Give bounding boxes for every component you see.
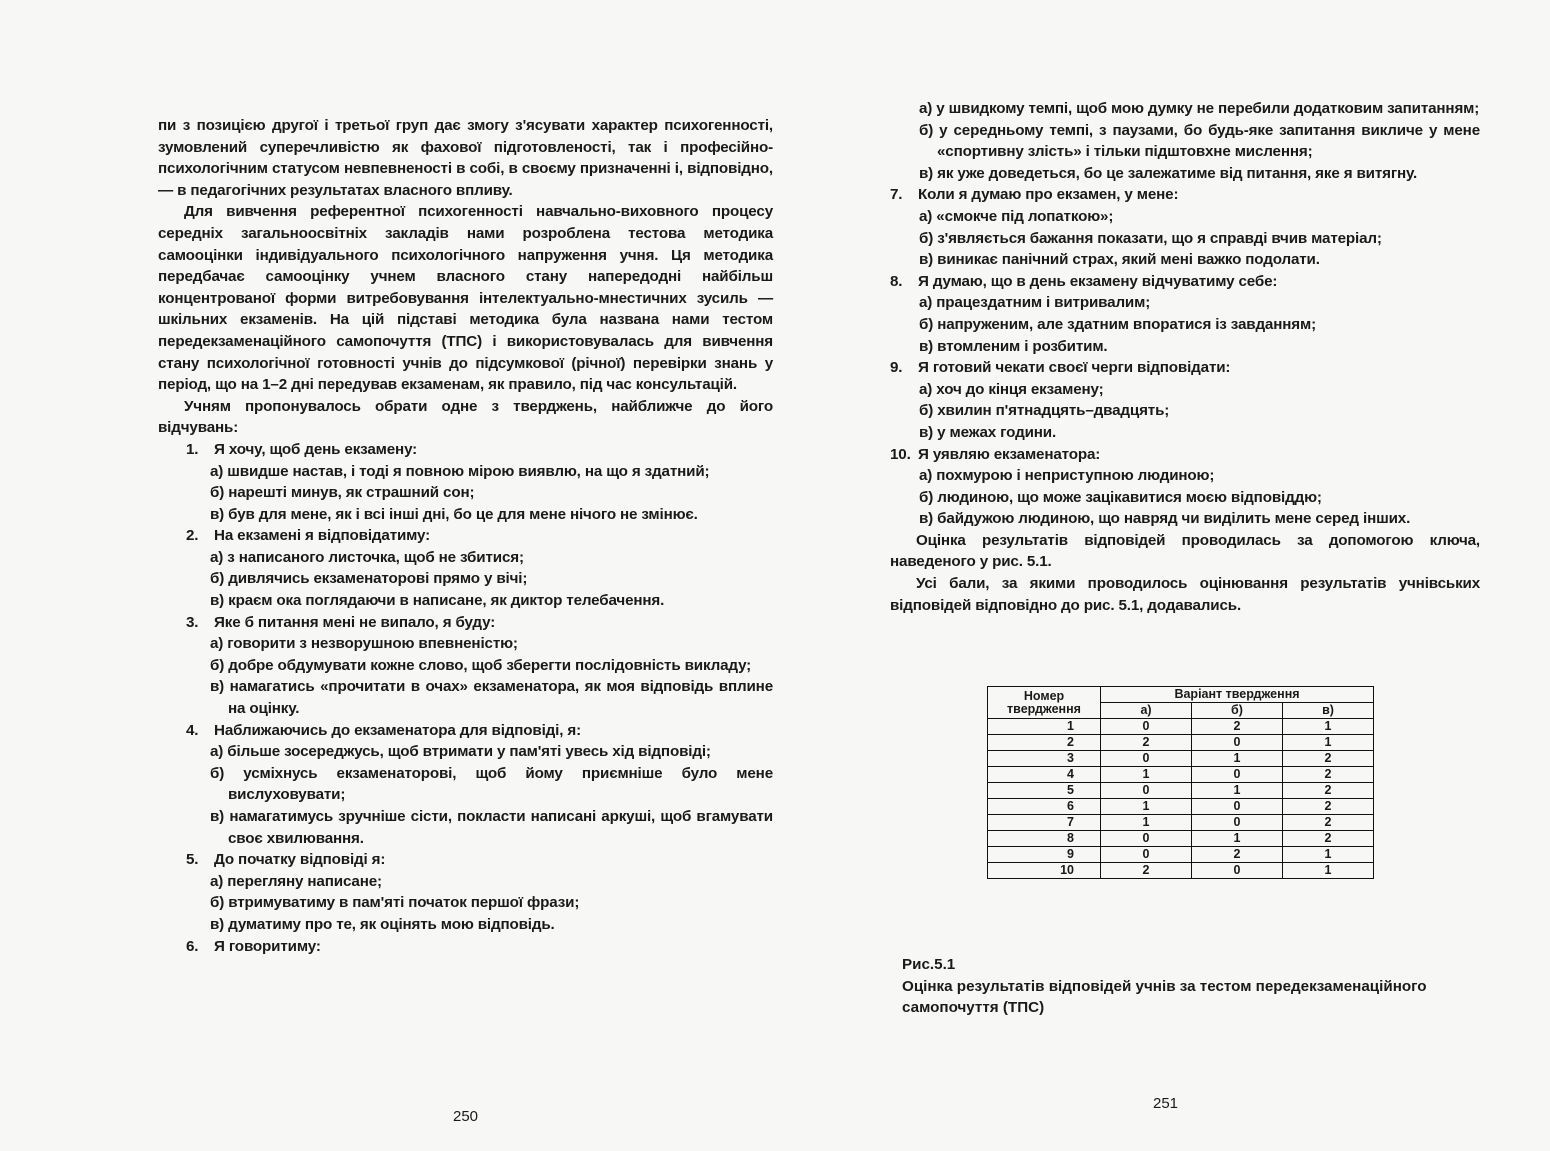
score-cell: 0 bbox=[1101, 751, 1192, 767]
score-cell: 1 bbox=[1283, 735, 1374, 751]
score-cell: 0 bbox=[1192, 815, 1283, 831]
answer-option: б) з'являється бажання показати, що я справді вчив матеріал; bbox=[919, 229, 1382, 247]
answer-option: б) втримуватиму в пам'яті початок першої фрази; bbox=[210, 894, 580, 912]
score-cell: 0 bbox=[1101, 719, 1192, 735]
score-cell: 2 bbox=[1192, 719, 1283, 735]
score-cell: 0 bbox=[1192, 863, 1283, 879]
question-item bbox=[158, 936, 773, 958]
answer-option: в) намагатись «прочитати в очах» екзаменатора, як моя відповідь вплине на оцінку. bbox=[210, 678, 773, 718]
score-cell: 2 bbox=[1283, 767, 1374, 783]
score-cell: 0 bbox=[1101, 831, 1192, 847]
question-item bbox=[158, 525, 773, 547]
table-row bbox=[988, 799, 1374, 815]
answer-option: в) байдужою людиною, що навряд чи виділить мене серед інших. bbox=[919, 510, 1411, 528]
score-cell: 1 bbox=[1101, 767, 1192, 783]
table-row bbox=[988, 831, 1374, 847]
statement-number-cell: 3 bbox=[988, 751, 1101, 767]
answer-option: в) втомленим і розбитим. bbox=[919, 337, 1108, 355]
question-number: 7. bbox=[890, 186, 903, 204]
score-cell: 0 bbox=[1192, 799, 1283, 815]
score-cell: 1 bbox=[1192, 831, 1283, 847]
right-text-column bbox=[890, 98, 1480, 616]
question-text: До початку відповіді я: bbox=[214, 851, 386, 869]
answer-option: б) хвилин п'ятнадцять–двадцять; bbox=[919, 402, 1170, 420]
table-row bbox=[988, 847, 1374, 863]
score-cell: 2 bbox=[1283, 815, 1374, 831]
statement-number-cell: 5 bbox=[988, 783, 1101, 799]
answer-option: в) як уже доведеться, бо це залежатиме від питання, яке я витягну. bbox=[919, 164, 1418, 182]
answer-option: б) добре обдумувати кожне слово, щоб зберегти послідовність викладу; bbox=[210, 656, 752, 674]
figure-caption-block bbox=[902, 954, 1472, 1019]
question-number: 9. bbox=[890, 359, 903, 377]
score-cell: 1 bbox=[1101, 815, 1192, 831]
score-cell: 0 bbox=[1101, 783, 1192, 799]
header-col-c: в) bbox=[1283, 703, 1374, 719]
table-row bbox=[988, 783, 1374, 799]
table-row bbox=[988, 751, 1374, 767]
question-number: 8. bbox=[890, 272, 903, 290]
figure-caption: Оцінка результатів відповідей учнів за тестом передекзаменаційного самопочуття (ТПС) bbox=[902, 977, 1427, 1017]
table-body bbox=[988, 719, 1374, 879]
header-col-b: б) bbox=[1192, 703, 1283, 719]
answer-option: б) напруженим, але здатним впоратися із завданням; bbox=[919, 315, 1316, 333]
answer-option: б) людиною, що може зацікавитися моєю відповіддю; bbox=[919, 488, 1322, 506]
question-number: 2. bbox=[186, 527, 199, 545]
score-cell: 1 bbox=[1283, 863, 1374, 879]
right-page bbox=[775, 0, 1550, 1151]
question-text: Я думаю, що в день екзамену відчуватиму себе: bbox=[918, 272, 1278, 290]
answer-option: в) у межах години. bbox=[919, 423, 1057, 441]
question-item bbox=[158, 849, 773, 871]
question-text: Я уявляю екзаменатора: bbox=[918, 445, 1101, 463]
score-cell: 2 bbox=[1101, 863, 1192, 879]
table-row bbox=[988, 815, 1374, 831]
statement-number-cell: 10 bbox=[988, 863, 1101, 879]
score-cell: 1 bbox=[1192, 783, 1283, 799]
answer-option: а) швидше настав, і тоді я повною мірою виявлю, на що я здатний; bbox=[210, 462, 710, 480]
score-key-table bbox=[987, 686, 1374, 879]
answer-option: в) намагатимусь зручніше сісти, покласти написані аркуші, щоб вгамувати своє хвилювання. bbox=[210, 808, 773, 847]
question-number: 1. bbox=[186, 440, 199, 458]
score-cell: 1 bbox=[1283, 719, 1374, 735]
score-cell: 2 bbox=[1192, 847, 1283, 863]
paragraph: Оцінка результатів відповідей проводилась за допомогою ключа, наведеного у рис. 5.1. bbox=[890, 531, 1480, 571]
question-number: 4. bbox=[186, 721, 199, 739]
statement-number-cell: 7 bbox=[988, 815, 1101, 831]
answer-option: а) хоч до кінця екзамену; bbox=[919, 380, 1104, 398]
question-text: Я хочу, щоб день екзамену: bbox=[214, 440, 418, 458]
answer-option: б) у середньому темпі, з паузами, бо будь-яке запитання викличе у мене «спортивну злість» і тільки підштовхне мислення; bbox=[919, 121, 1480, 161]
question-text: Яке б питання мені не випало, я буду: bbox=[214, 613, 496, 631]
paragraph: Учням пропонувалось обрати одне з тверджень, найближче до його відчувань: bbox=[158, 397, 773, 437]
answer-option: а) говорити з незворушною впевненістю; bbox=[210, 635, 518, 653]
statement-number-cell: 6 bbox=[988, 799, 1101, 815]
statement-number-cell: 8 bbox=[988, 831, 1101, 847]
header-statement-variant: Варіант твердження bbox=[1101, 687, 1374, 703]
statement-number-cell: 1 bbox=[988, 719, 1101, 735]
score-cell: 2 bbox=[1283, 799, 1374, 815]
paragraph: Усі бали, за якими проводилось оцінювання результатів учнівських відповідей відповідно до рис. 5.1, додавались. bbox=[890, 575, 1480, 614]
question-list bbox=[158, 439, 773, 957]
header-col-a: а) bbox=[1101, 703, 1192, 719]
answer-option: а) у швидкому темпі, щоб мою думку не перебили додатковим запитанням; bbox=[919, 100, 1480, 117]
left-text-column bbox=[158, 115, 773, 957]
score-cell: 1 bbox=[1192, 751, 1283, 767]
answer-option: в) був для мене, як і всі інші дні, бо це для мене нічого не змінює. bbox=[210, 505, 698, 523]
question-text: Я готовий чекати своєї черги відповідати: bbox=[918, 359, 1231, 377]
question-6-options bbox=[890, 98, 1480, 184]
figure-label: Рис.5.1 bbox=[902, 956, 956, 973]
table-row bbox=[988, 719, 1374, 735]
page-number: 250 bbox=[453, 1108, 479, 1125]
answer-option: б) нарешті минув, як страшний сон; bbox=[210, 484, 475, 502]
table-row bbox=[988, 767, 1374, 783]
table-row bbox=[988, 735, 1374, 751]
score-cell: 0 bbox=[1192, 767, 1283, 783]
score-cell: 2 bbox=[1283, 751, 1374, 767]
paragraph: Для вивчення референтної психогенності навчально-виховного процесу середніх загальноосвітніх закладів нами розроблена тестова методика самооцінки індивідуального психологічного напруження учня. Ця методика передбачає самооцінку учнем власного стану напередодні найбільш концентрованої форми витребовування інтелектуально-мнестичних зусиль — шкільних екзаменів. На цій підставі методика була названа нами тестом передекзаменаційного самопочуття (ТПС) і використовувалась для вивчення стану психологічної готовності учнів до підсумкової (річної) перевірки знань у період, що на 1–2 дні передував екзаменам, як правило, під час консультацій. bbox=[158, 203, 773, 394]
answer-option: а) більше зосереджусь, щоб втримати у пам'яті увесь хід відповіді; bbox=[210, 743, 711, 761]
score-cell: 0 bbox=[1192, 735, 1283, 751]
answer-option: в) думатиму про те, як оцінять мою відповідь. bbox=[210, 915, 555, 933]
score-cell: 2 bbox=[1283, 831, 1374, 847]
question-number: 10. bbox=[890, 445, 911, 463]
page-number: 251 bbox=[1153, 1095, 1179, 1112]
question-item bbox=[158, 439, 773, 461]
answer-option: а) похмурою і неприступною людиною; bbox=[919, 467, 1215, 485]
question-item bbox=[158, 720, 773, 742]
question-item bbox=[890, 271, 1480, 293]
question-item bbox=[158, 612, 773, 634]
question-list bbox=[890, 184, 1480, 530]
answer-option: а) «смокче під лопаткою»; bbox=[919, 207, 1114, 225]
question-text: Коли я думаю про екзамен, у мене: bbox=[918, 186, 1179, 204]
question-number: 6. bbox=[186, 937, 199, 955]
question-text: Я говоритиму: bbox=[214, 937, 321, 955]
answer-option: а) з написаного листочка, щоб не збитися; bbox=[210, 548, 524, 566]
score-cell: 1 bbox=[1101, 799, 1192, 815]
question-item bbox=[890, 357, 1480, 379]
question-number: 3. bbox=[186, 613, 199, 631]
header-statement-number: Номер твердження bbox=[988, 687, 1101, 719]
question-item bbox=[890, 184, 1480, 206]
answer-option: б) дивлячись екзаменаторові прямо у вічі; bbox=[210, 570, 528, 588]
question-item bbox=[890, 444, 1480, 466]
question-text: Наближаючись до екзаменатора для відповіді, я: bbox=[214, 721, 581, 739]
table-row bbox=[988, 863, 1374, 879]
statement-number-cell: 4 bbox=[988, 767, 1101, 783]
answer-option: в) виникає панічний страх, який мені важко подолати. bbox=[919, 251, 1320, 269]
question-number: 5. bbox=[186, 851, 199, 869]
score-cell: 2 bbox=[1283, 783, 1374, 799]
score-cell: 2 bbox=[1101, 735, 1192, 751]
answer-option: а) перегляну написане; bbox=[210, 872, 382, 890]
score-cell: 0 bbox=[1101, 847, 1192, 863]
answer-option: а) працездатним і витривалим; bbox=[919, 294, 1151, 312]
statement-number-cell: 2 bbox=[988, 735, 1101, 751]
answer-option: б) усміхнусь екзаменаторові, щоб йому приємніше було мене вислуховувати; bbox=[210, 764, 773, 804]
statement-number-cell: 9 bbox=[988, 847, 1101, 863]
score-cell: 1 bbox=[1283, 847, 1374, 863]
answer-option: в) краєм ока поглядаючи в написане, як диктор телебачення. bbox=[210, 592, 665, 610]
question-text: На екзамені я відповідатиму: bbox=[214, 527, 431, 545]
paragraph: пи з позицією другої і третьої груп дає змогу з'ясувати характер психогенності, зумовлений суперечливістю як фахової підготовленості, так і професійно-психологічним статусом невпевненості в собі, в своєму призначенні і, відповідно, — в педагогічних результатах власного впливу. bbox=[158, 117, 773, 199]
